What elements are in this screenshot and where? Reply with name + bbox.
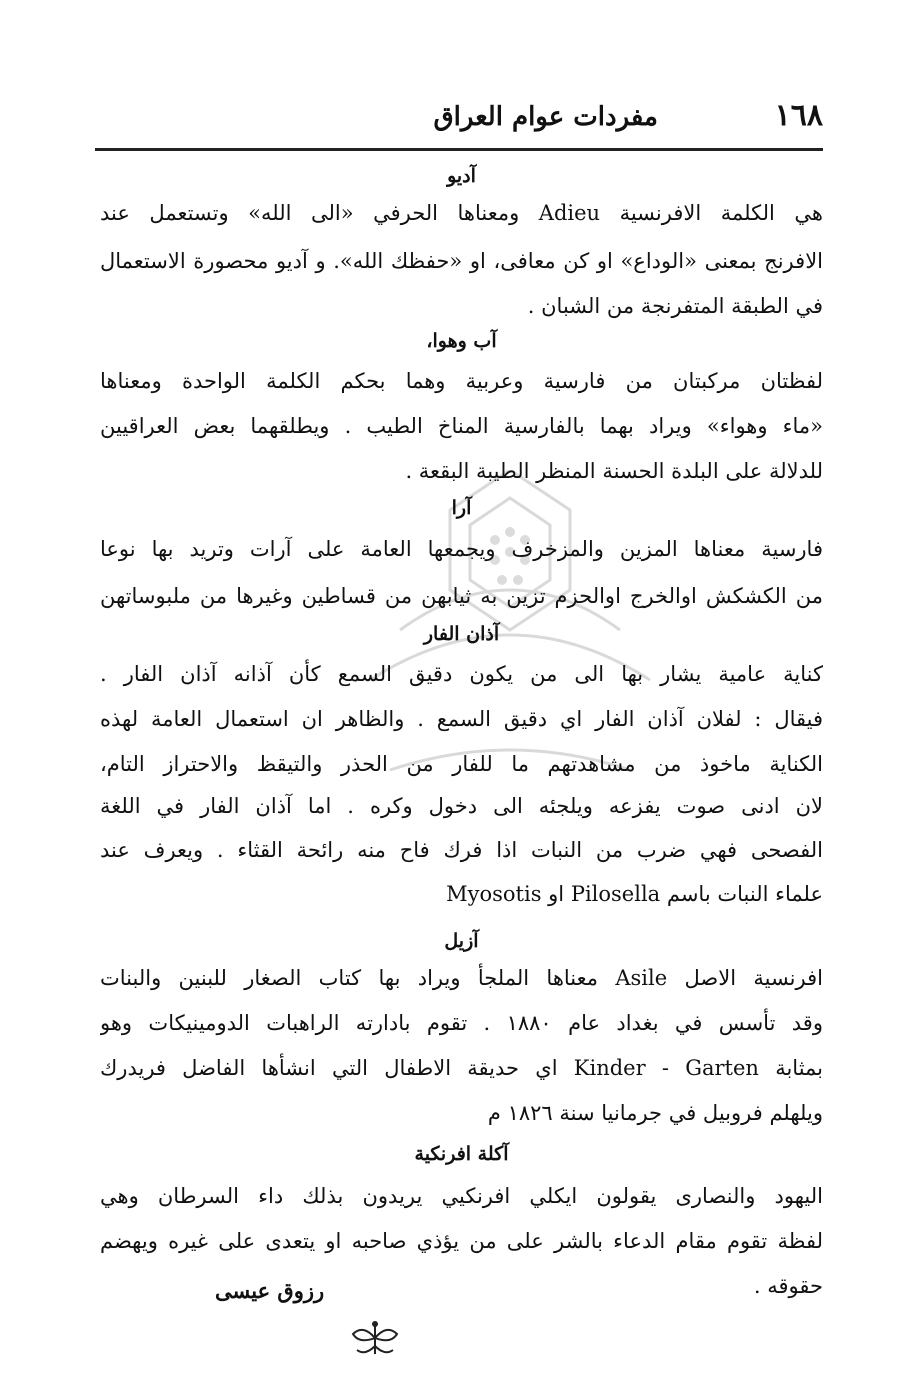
entry-line: وقد تأسس في بغداد عام ١٨٨٠ . تقوم بادارته الراهبات الدومينيكات وهو [100,1011,823,1035]
entry-line: فيقال : لفلان آذان الفار اي دقيق السمع . والظاهر ان استعمال العامة لهذه [100,707,823,731]
entry-line: فارسية معناها المزين والمزخرف ويجمعها العامة على آرات وتريد بها نوعا [100,537,823,561]
running-title: مفردات عوام العراق [433,102,658,132]
entry-line: علماء النبات باسم Pilosella او Myosotis [446,882,823,906]
entry-line: هي الكلمة الافرنسية Adieu ومعناها الحرفي «الى الله» وتستعمل عند [100,201,823,225]
entry-title: آذان الفار [423,623,500,645]
entry-line: كناية عامية يشار بها الى من يكون دقيق السمع كأن آذانه آذان الفار . [100,662,823,686]
header-rule [95,148,823,151]
entry-line: للدلالة على البلدة الحسنة المنظر الطيبة البقعة . [405,459,823,483]
entry-line: «ماء وهواء» ويراد بهما بالفارسية المناخ الطيب . ويطلقهما بعض العراقيين [100,414,823,438]
entry-line: لان ادنى صوت يفزعه ويلجئه الى دخول وكره . اما آذان الفار في اللغة [100,794,823,818]
entry-line: لفظتان مركبتان من فارسية وعربية وهما بحكم الكلمة الواحدة ومعناها [100,369,823,393]
ornament-icon [345,1318,405,1358]
entry-line: الفصحى فهي ضرب من النبات اذا فرك فاح منه رائحة القثاء . ويعرف عند [100,838,823,862]
entry-line: الكناية ماخوذ من مشاهدتهم ما للفار من الحذر والتيقظ والاحتراز التام، [100,752,823,776]
entry-line: في الطبقة المتفرنجة من الشبان . [527,294,823,318]
page-number: ١٦٨ [774,98,823,133]
entry-title: آرا [451,497,472,519]
entry-title: آديو [447,165,476,187]
entry-line: لفظة تقوم مقام الدعاء بالشر على من يؤذي صاحبه او يتعدى على غيره ويهضم [100,1229,823,1253]
entry-line: افرنسية الاصل Asile معناها الملجأ ويراد بها كتاب الصغار للبنين والبنات [100,966,823,990]
entry-title: آزيل [444,930,479,952]
entry-title: آكلة افرنكية [414,1143,509,1165]
entry-line: من الكشكش اوالخرج اوالحزم تزين به ثيابهن من قساطين وغيرها من ملبوساتهن [100,584,823,608]
entry-line: بمثابة Kinder - Garten اي حديقة الاطفال التي انشأها الفاضل فريدرك [100,1056,823,1080]
entry-line: اليهود والنصارى يقولون ايكلي افرنكيي يريدون بذلك داء السرطان وهي [100,1184,823,1208]
entry-line: حقوقه . [753,1274,823,1298]
entry-line: الافرنج بمعنى «الوداع» او كن معافى، او «حفظك الله». و آديو محصورة الاستعمال [100,249,823,273]
page-header [95,92,823,142]
entry-line: ويلهلم فروبيل في جرمانيا سنة ١٨٢٦ م [487,1101,823,1125]
author-signature: رزوق عيسى [215,1278,325,1303]
entry-title: آب وهوا، [426,330,497,352]
